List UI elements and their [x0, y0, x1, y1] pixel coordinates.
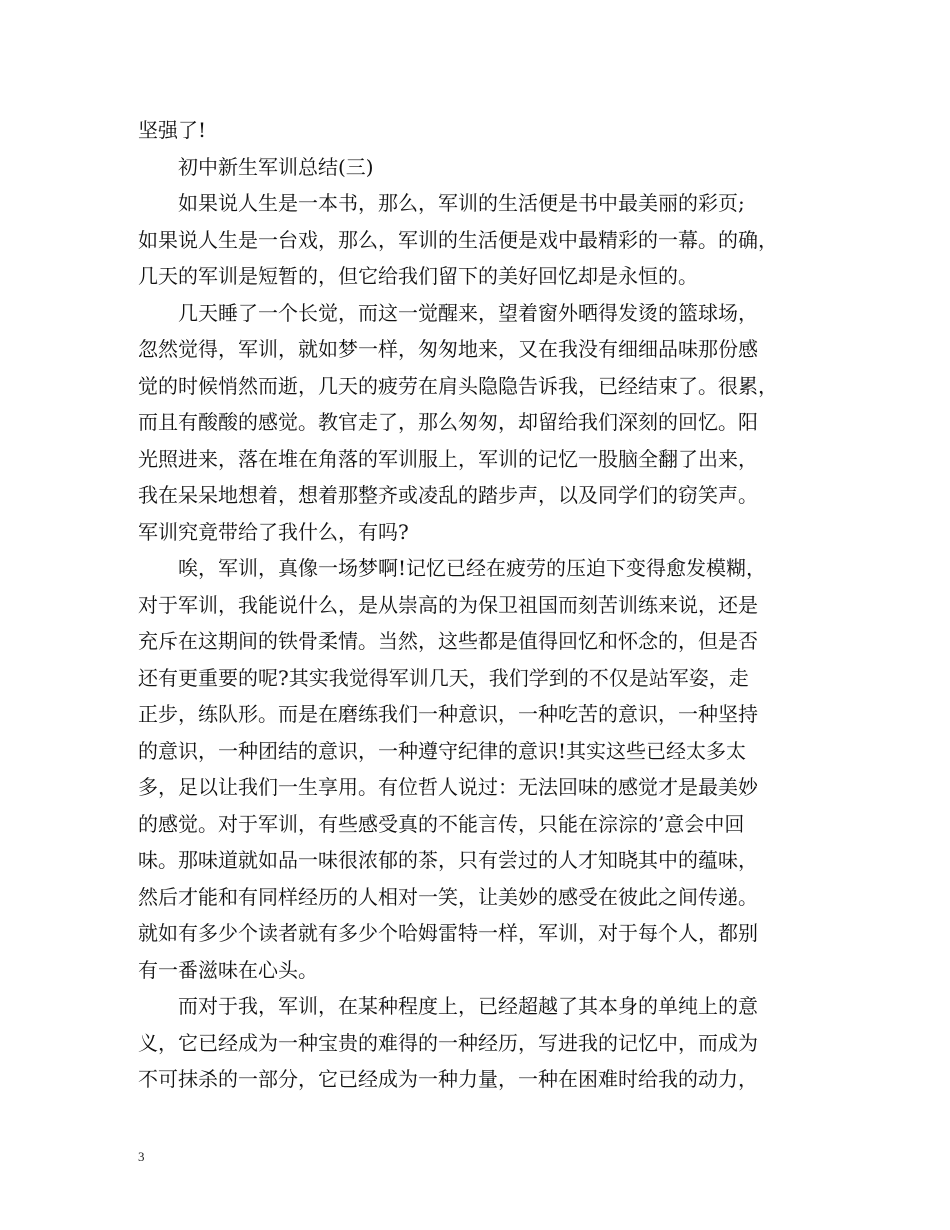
text-line: 有一番滋味在心头。 — [138, 957, 318, 982]
paragraph — [138, 550, 818, 988]
text-line: 就如有多少个读者就有多少个哈姆雷特一样，军训，对于每个人，都别 — [138, 921, 758, 945]
text-line: 初中新生军训总结(三) — [178, 154, 374, 179]
text-line: 味。那味道就如品一味很浓郁的茶，只有尝过的人才知晓其中的蕴味， — [138, 848, 758, 872]
text-line: 的意识，一种团结的意识，一种遵守纪律的意识!其实这些已经太多太 — [138, 738, 747, 763]
paragraph — [138, 149, 818, 186]
paragraph — [138, 185, 818, 295]
text-line: 正步，练队形。而是在磨练我们一种意识，一种吃苦的意识，一种坚持 — [138, 702, 758, 726]
text-line: 几天的军训是短暂的，但它给我们留下的美好回忆却是永恒的。 — [138, 264, 698, 288]
text-line: 还有更重要的呢?其实我觉得军训几天，我们学到的不仅是站军姿，走 — [138, 665, 749, 690]
document-body — [138, 112, 818, 1098]
text-line: 如果说人生是一本书，那么，军训的生活便是书中最美丽的彩页; — [178, 191, 745, 215]
paragraph — [138, 295, 818, 551]
text-line: 光照进来，落在堆在角落的军训服上，军训的记忆一股脑全翻了出来， — [138, 446, 758, 471]
text-line: 觉的时候悄然而逝，几天的疲劳在肩头隐隐告诉我，已经结束了。很累， — [138, 373, 778, 398]
page-number: 3 — [138, 1149, 145, 1164]
text-line: 忽然觉得，军训，就如梦一样，匆匆地来，又在我没有细细品味那份感 — [138, 337, 758, 361]
text-line: 如果说人生是一台戏，那么，军训的生活便是戏中最精彩的一幕。的确， — [138, 227, 778, 252]
text-line: 的感觉。对于军训，有些感受真的不能言传，只能在淙淙的’意会中回 — [138, 811, 745, 836]
paragraph — [138, 112, 818, 149]
text-line: 而对于我，军训，在某种程度上，已经超越了其本身的单纯上的意 — [178, 994, 758, 1018]
text-line: 军训究竟带给了我什么，有吗? — [138, 519, 409, 544]
text-line: 唉，军训，真像一场梦啊!记忆已经在疲劳的压迫下变得愈发模糊， — [178, 556, 767, 580]
text-line: 对于军训，我能说什么，是从崇高的为保卫祖国而刻苦训练来说，还是 — [138, 592, 758, 617]
text-line: 然后才能和有同样经历的人相对一笑，让美妙的感受在彼此之间传递。 — [138, 884, 758, 909]
text-line: 几天睡了一个长觉，而这一觉醒来，望着窗外晒得发烫的篮球场， — [178, 300, 758, 325]
text-line: 而且有酸酸的感觉。教官走了，那么匆匆，却留给我们深刻的回忆。阳 — [138, 410, 758, 434]
text-line: 我在呆呆地想着，想着那整齐或凌乱的踏步声，以及同学们的窃笑声。 — [138, 483, 758, 507]
text-line: 不可抹杀的一部分，它已经成为一种力量，一种在困难时给我的动力， — [138, 1067, 758, 1091]
text-line: 多，足以让我们一生享用。有位哲人说过：无法回味的感觉才是最美妙 — [138, 775, 758, 799]
text-line: 充斥在这期间的铁骨柔情。当然，这些都是值得回忆和怀念的，但是否 — [138, 629, 758, 653]
paragraph — [138, 988, 818, 1098]
text-line: 义，它已经成为一种宝贵的难得的一种经历，写进我的记忆中，而成为 — [138, 1030, 758, 1055]
text-line: 坚强了! — [138, 118, 207, 142]
